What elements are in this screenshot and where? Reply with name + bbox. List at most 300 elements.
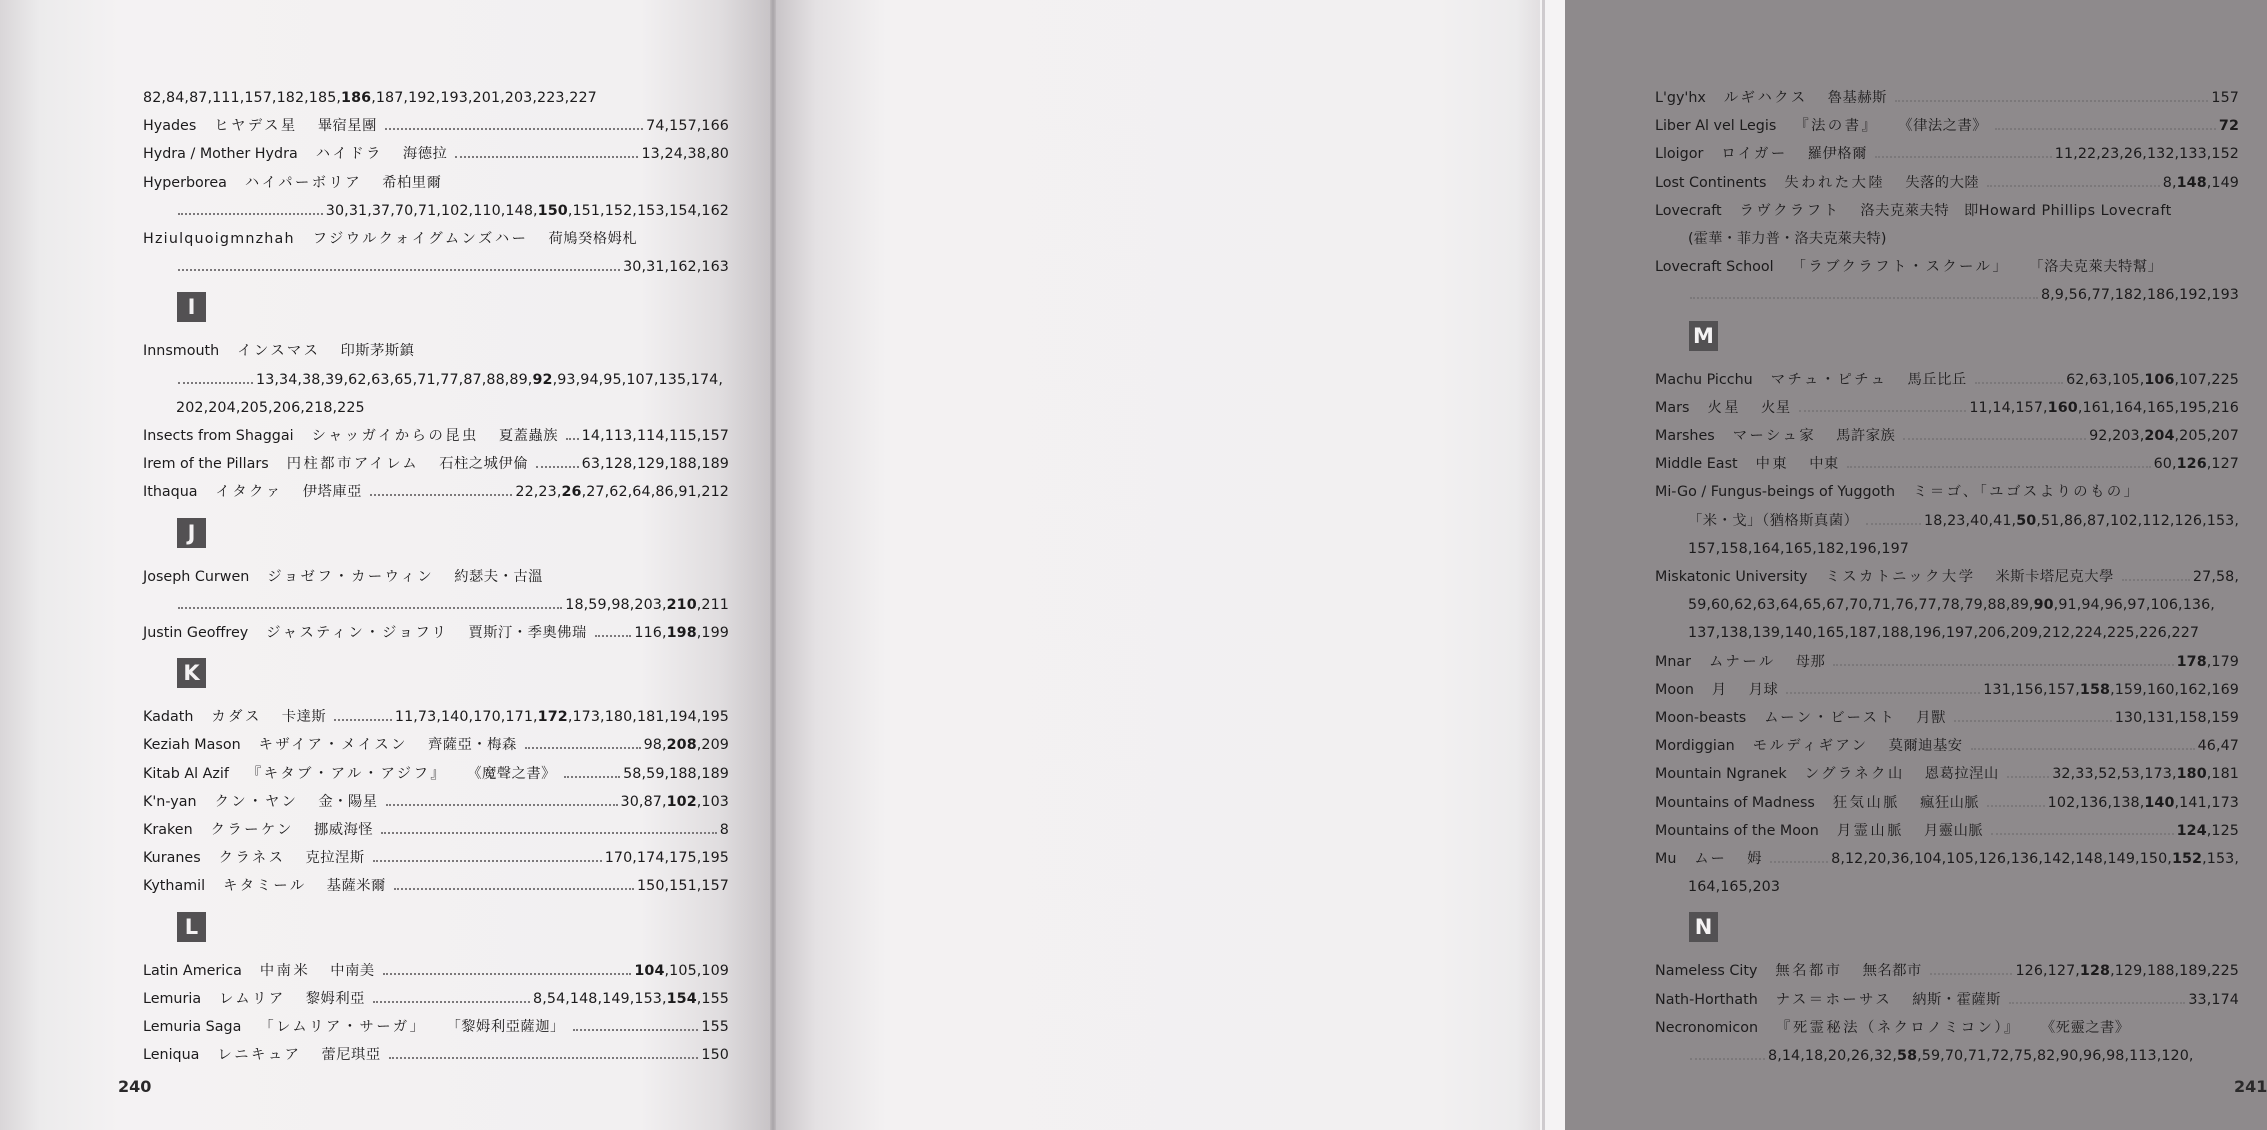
page-number-bold: 208 — [666, 737, 697, 754]
page-number-bold: 198 — [666, 625, 697, 642]
page-number-run: ,179 — [2206, 653, 2239, 670]
entry-page-numbers — [1831, 845, 2239, 873]
entry-japanese: 『死霊秘法（ネクロノミコン）』 — [1776, 1019, 2021, 1036]
entry-chinese: 齊薩亞・梅森 — [427, 737, 517, 754]
entry-page-numbers — [2177, 817, 2239, 845]
page-number-bold: 172 — [537, 709, 568, 726]
dot-leader — [178, 268, 620, 271]
page-number-bold: 150 — [537, 202, 568, 219]
entry-chinese: 恩葛拉涅山 — [1924, 766, 1999, 783]
entry-japanese: クラーケン — [210, 822, 294, 839]
entry-page-numbers — [2198, 732, 2239, 760]
page-number-run: 92,203, — [2089, 428, 2145, 445]
entry-japanese: ハイパーボリア — [244, 174, 363, 191]
entry-page-numbers — [582, 422, 729, 450]
page-number-bold: 178 — [2176, 653, 2207, 670]
entry-term: Kuranes — [143, 850, 201, 867]
page-number-run: ,107,225 — [2174, 371, 2239, 388]
entry-term: Insects from Shaggai — [143, 428, 294, 445]
index-entry — [1655, 845, 2239, 873]
entry-page-numbers — [2066, 366, 2239, 394]
index-entry-continuation — [1655, 1042, 2239, 1070]
page-number-run: 30,87, — [620, 793, 667, 810]
entry-term: Kitab Al Azif — [143, 765, 229, 782]
entry-japanese: キザイア・メイスン — [258, 737, 408, 754]
dot-leader — [178, 212, 323, 215]
page-number-run: 18,59,98,203, — [565, 596, 667, 613]
entry-term: Nath-Horthath — [1655, 991, 1758, 1008]
entry-term: Moon-beasts — [1655, 710, 1747, 727]
index-entry — [1655, 1014, 2239, 1042]
entry-page-numbers — [2177, 648, 2239, 676]
index-entry — [1655, 169, 2239, 197]
page-number-run: 126,127, — [2015, 963, 2080, 980]
page-number-bold: 50 — [2016, 512, 2037, 529]
index-entry — [1655, 986, 2239, 1014]
dot-leader — [1987, 184, 2160, 187]
dot-leader — [595, 634, 632, 637]
page-number-run: ,153, — [2202, 851, 2239, 868]
entry-chinese: 月球 — [1748, 681, 1779, 698]
entry-term: Justin Geoffrey — [143, 625, 249, 642]
entry-page-numbers — [2048, 789, 2239, 817]
entry-term: Mars — [1655, 399, 1690, 416]
section-letter: L — [177, 912, 206, 942]
dot-leader — [1971, 747, 2195, 750]
dot-leader — [383, 972, 632, 975]
index-entry — [1655, 478, 2239, 506]
entry-term: Mountains of Madness — [1655, 794, 1815, 811]
dot-leader — [2009, 1001, 2185, 1004]
section-letter: K — [177, 658, 206, 688]
entry-japanese: 月 — [1711, 681, 1729, 698]
index-entry — [143, 619, 729, 647]
dot-leader — [178, 381, 253, 384]
dot-leader — [389, 1056, 699, 1059]
dot-leader — [1690, 296, 2038, 299]
index-entry — [1655, 957, 2239, 985]
dot-leader — [373, 1000, 530, 1003]
entry-term: Ithaqua — [143, 484, 198, 501]
page-number-run: ,127 — [2206, 456, 2239, 473]
entry-term: Lemuria Saga — [143, 1019, 242, 1036]
section-header — [143, 903, 729, 951]
page-number-run: 62,63,105, — [2066, 371, 2145, 388]
index-entry — [1655, 704, 2239, 732]
index-entry — [143, 985, 729, 1013]
page-number-run: 98, — [643, 737, 667, 754]
page-number-run: 102,136,138, — [2047, 794, 2145, 811]
entry-term: Lovecraft School — [1655, 259, 1774, 276]
entry-page-numbers — [623, 760, 729, 788]
entry-term: Miskatonic University — [1655, 569, 1808, 586]
entry-page-numbers — [1688, 591, 2215, 619]
page-number-bold: 128 — [2079, 963, 2111, 980]
entry-term: Lloigor — [1655, 146, 1704, 163]
page-number-run: ,151,152,153,154,162 — [567, 202, 729, 219]
page-number-left: 240 — [118, 1077, 152, 1096]
page-number-run: ,125 — [2206, 822, 2239, 839]
page-number-run: 63,128,129,188,189 — [581, 456, 729, 473]
page-number-bold: 180 — [2176, 766, 2207, 783]
entry-term: K'n-yan — [143, 793, 197, 810]
page-number-run: 8,9,56,77,182,186,192,193 — [2040, 287, 2239, 304]
page-number-run: 33,174 — [2188, 991, 2239, 1008]
entry-page-numbers — [326, 197, 729, 225]
page-number-bold: 124 — [2176, 822, 2207, 839]
page-number-run: 18,23,40,41, — [1924, 512, 2017, 529]
index-entry — [143, 957, 729, 985]
entry-term: Leniqua — [143, 1047, 200, 1064]
index-entry — [143, 703, 729, 731]
page-number-bold: 140 — [2144, 794, 2175, 811]
entry-chinese: 印斯茅斯鎮 — [340, 343, 415, 360]
page-number-run: 11,14,157, — [1969, 399, 2048, 416]
index-entry — [1655, 676, 2239, 704]
entry-page-numbers — [621, 788, 729, 816]
index-entry — [143, 816, 729, 844]
entry-term: Irem of the Pillars — [143, 456, 269, 473]
index-entry — [143, 788, 729, 816]
entry-japanese: モルディギアン — [1752, 738, 1869, 755]
page-number-run: ,91,94,96,97,106,136, — [2053, 597, 2215, 614]
page-number-bold: 92 — [532, 371, 553, 388]
page-number-run: 130,131,158,159 — [2114, 710, 2239, 727]
entry-page-numbers — [533, 985, 729, 1013]
index-column-right — [1655, 84, 2239, 1070]
index-entry-continuation — [143, 197, 729, 225]
entry-chinese: 納斯・霍薩斯 — [1912, 991, 2001, 1008]
index-entry — [143, 478, 729, 506]
entry-chinese: 失落的大陸 — [1905, 174, 1980, 191]
dot-leader — [536, 465, 579, 468]
page-number-run: (霍華・菲力普・洛夫克萊夫特) — [1688, 231, 1887, 248]
entry-japanese: ムナール — [1709, 653, 1776, 670]
page-number-bold: 106 — [2144, 371, 2175, 388]
index-entry — [143, 169, 729, 197]
entry-term: Joseph Curwen — [143, 568, 250, 585]
index-entry — [1655, 817, 2239, 845]
entry-chinese: 挪威海怪 — [313, 822, 374, 839]
entry-page-numbers — [634, 957, 729, 985]
entry-term: Machu Picchu — [1655, 371, 1753, 388]
index-entry — [1655, 366, 2239, 394]
index-entry — [143, 844, 729, 872]
entry-chinese: 「米・戈」（猶格斯真菌） — [1688, 512, 1859, 529]
page-number-run: ,161,164,165,195,216 — [2077, 399, 2239, 416]
dot-leader — [1991, 832, 2173, 835]
entry-japanese: フジウルクォイグムンズハー — [312, 231, 529, 248]
entry-term: Hziulquoigmnzhah — [143, 231, 295, 248]
entry-term: Hyperborea — [143, 174, 227, 191]
entry-page-numbers — [515, 478, 729, 506]
entry-japanese: 失われた大陸 — [1784, 174, 1886, 191]
dot-leader — [1875, 155, 2052, 158]
entry-japanese: ミスカトニック大学 — [1825, 569, 1976, 586]
section-header — [143, 283, 729, 331]
entry-japanese: レムリア — [219, 990, 286, 1007]
dot-leader — [394, 887, 634, 890]
entry-japanese: 無名都市 — [1775, 963, 1843, 980]
page-number-run: ,149 — [2206, 174, 2239, 191]
section-letter: N — [1689, 912, 1718, 942]
page-number-run: ,209 — [696, 737, 729, 754]
page-number-run: 157,158,164,165,182,196,197 — [1688, 540, 1909, 557]
entry-chinese: 黎姆利亞 — [305, 990, 365, 1007]
entry-chinese: 《死靈之書》 — [2040, 1019, 2130, 1036]
entry-chinese: 希柏里爾 — [382, 174, 442, 191]
page-number-right: 241 — [2234, 1077, 2267, 1096]
dot-leader — [1975, 381, 2063, 384]
page-number-run: 8,54,148,149,153, — [533, 990, 667, 1007]
entry-page-numbers — [2163, 169, 2239, 197]
entry-page-numbers — [1688, 535, 1909, 563]
page-number-bold: 126 — [2176, 456, 2207, 473]
page-number-run: ,159,160,162,169 — [2110, 681, 2239, 698]
entry-term: Necronomicon — [1655, 1019, 1759, 1036]
page-number-run: 14,113,114,115,157 — [581, 428, 729, 445]
index-entry — [143, 1041, 729, 1069]
entry-japanese: レニキュア — [217, 1047, 302, 1064]
page-number-run: 8 — [719, 822, 729, 839]
entry-chinese: 海德拉 — [402, 146, 448, 163]
dot-leader — [1995, 127, 2216, 130]
index-entry — [1655, 789, 2239, 817]
entry-term: Mi-Go / Fungus-beings of Yuggoth — [1655, 484, 1896, 501]
index-entry — [1655, 760, 2239, 788]
entry-japanese: 中南米 — [259, 962, 311, 979]
index-column-left — [143, 84, 729, 1069]
entry-japanese: イタクァ — [215, 484, 283, 501]
entry-page-numbers — [646, 112, 729, 140]
index-entry-continuation — [143, 394, 729, 422]
index-entry-continuation — [1655, 535, 2239, 563]
page-number-run: 32,33,52,53,173, — [2052, 766, 2177, 783]
entry-term: Lovecraft — [1655, 202, 1722, 219]
index-entry — [143, 422, 729, 450]
entry-japanese: 「ラブクラフト・スクール」 — [1791, 259, 2010, 276]
entry-chinese: 約瑟夫・古溫 — [454, 568, 543, 585]
page-number-run: 30,31,162,163 — [623, 259, 729, 276]
page-number-run: ,93,94,95,107,135,174, — [552, 371, 724, 388]
entry-chinese: 卡達斯 — [281, 709, 327, 726]
index-entry — [143, 872, 729, 900]
index-entry-continuation — [143, 253, 729, 281]
dot-leader — [1690, 1057, 1765, 1060]
entry-japanese: 「レムリア・サーガ」 — [259, 1019, 427, 1036]
index-entry — [1655, 732, 2239, 760]
index-entry-continuation — [1655, 281, 2239, 309]
entry-page-numbers — [2154, 450, 2239, 478]
entry-chinese: 母那 — [1795, 653, 1826, 670]
entry-japanese: マーシュ家 — [1732, 428, 1817, 445]
section-header — [143, 509, 729, 557]
entry-japanese: ラヴクラフト — [1739, 202, 1841, 219]
entry-japanese: ナス＝ホーサス — [1775, 991, 1893, 1008]
section-header — [1655, 903, 2239, 951]
entry-page-numbers — [2219, 112, 2239, 140]
entry-term: Mordiggian — [1655, 738, 1735, 755]
entry-term: Keziah Mason — [143, 737, 241, 754]
entry-japanese: 『法の書』 — [1794, 118, 1879, 135]
index-entry-continuation — [1655, 591, 2239, 619]
page-number-run: ,155 — [696, 990, 729, 1007]
index-entry — [1655, 197, 2239, 225]
page-number-run: 157 — [2211, 90, 2239, 106]
dot-leader — [1903, 437, 2086, 440]
dot-leader — [2122, 578, 2190, 581]
index-entry — [1655, 140, 2239, 168]
entry-chinese: 羅伊格爾 — [1807, 146, 1867, 163]
entry-page-numbers — [143, 84, 597, 112]
entry-japanese: 狂気山脈 — [1832, 794, 1901, 811]
section-letter: M — [1689, 321, 1718, 351]
page-number-run: ,205,207 — [2174, 428, 2239, 445]
entry-japanese: ハイドラ — [315, 146, 383, 163]
entry-japanese: インスマス — [237, 343, 321, 360]
entry-japanese: 火星 — [1707, 399, 1742, 416]
page-number-run: 11,22,23,26,132,133,152 — [2054, 146, 2239, 163]
entry-chinese: 「洛夫克萊夫特幫」 — [2029, 259, 2163, 276]
index-entry — [1655, 112, 2239, 140]
entry-term: Mnar — [1655, 653, 1692, 670]
entry-page-numbers — [1924, 507, 2239, 535]
index-entry-continuation — [143, 366, 729, 394]
page-number-run: ,59,70,71,72,75,82,90,96,98,113,120, — [1917, 1048, 2194, 1065]
index-entry-continuation — [1655, 507, 2239, 535]
entry-page-numbers — [395, 703, 729, 731]
entry-japanese: クラネス — [218, 850, 286, 867]
index-entry — [1655, 422, 2239, 450]
page-number-run: ,187,192,193,201,203,223,227 — [371, 90, 597, 106]
entry-japanese: ムーン・ビースト — [1764, 710, 1897, 727]
index-entry — [1655, 450, 2239, 478]
entry-japanese: キタミール — [223, 878, 307, 895]
index-entry-continuation — [1655, 873, 2239, 901]
entry-page-numbers — [176, 394, 365, 422]
entry-chinese: 火星 — [1761, 399, 1791, 416]
entry-page-numbers — [634, 619, 729, 647]
page-number-run: 8,12,20,36,104,105,126,136,142,148,149,150, — [1831, 851, 2172, 868]
entry-chinese: 中東 — [1809, 456, 1839, 473]
entry-page-numbers — [2052, 760, 2239, 788]
entry-term: Mountains of the Moon — [1655, 822, 1819, 839]
entry-japanese: 月霊山脈 — [1836, 822, 1905, 839]
page-number-run: 74,157,166 — [646, 118, 729, 135]
page-number-run: 13,24,38,80 — [641, 146, 729, 163]
entry-term: Moon — [1655, 681, 1694, 698]
entry-page-numbers — [2188, 986, 2239, 1014]
page-number-bold: 102 — [666, 793, 697, 810]
entry-chinese: 克拉涅斯 — [305, 850, 365, 867]
page-number-run: ,141,173 — [2174, 794, 2239, 811]
section-letter: J — [177, 518, 206, 548]
page-number-run: ,51,86,87,102,112,126,153, — [2036, 512, 2239, 529]
page-number-run: 58,59,188,189 — [623, 765, 729, 782]
entry-term: Mu — [1655, 851, 1677, 868]
entry-japanese: ジョゼフ・カーウィン — [267, 568, 435, 585]
section-letter: I — [177, 292, 206, 322]
page-number-run: ,181 — [2206, 766, 2239, 783]
index-entry — [143, 112, 729, 140]
entry-page-numbers — [720, 816, 729, 844]
page-number-bold: 204 — [2144, 428, 2175, 445]
entry-term: Middle East — [1655, 456, 1738, 473]
entry-term: Kythamil — [143, 878, 206, 895]
entry-page-numbers — [1983, 676, 2239, 704]
page-number-bold: 72 — [2218, 118, 2239, 135]
page-number-run: 22,23, — [515, 484, 562, 501]
entry-page-numbers — [605, 844, 729, 872]
entry-page-numbers — [2055, 140, 2239, 168]
dot-leader — [566, 437, 579, 440]
page-number-run: ,173,180,181,194,195 — [567, 709, 729, 726]
index-entry — [143, 450, 729, 478]
page-number-bold: 154 — [666, 990, 697, 1007]
entry-japanese: ジャスティン・ジョフリ — [266, 625, 449, 642]
page-number-run: ,199 — [696, 625, 729, 642]
entry-japanese: クン・ヤン — [214, 793, 299, 810]
page-number-bold: 160 — [2047, 399, 2078, 416]
entry-chinese: 「黎姆利亞薩迦」 — [446, 1019, 565, 1036]
entry-term: Liber Al vel Legis — [1655, 118, 1777, 135]
entry-chinese: 伊塔庫亞 — [302, 484, 362, 501]
dot-leader — [1786, 691, 1980, 694]
entry-chinese: 馬許家族 — [1836, 428, 1896, 445]
dot-leader — [334, 718, 392, 721]
entry-term: Kadath — [143, 709, 194, 726]
entry-page-numbers — [637, 872, 729, 900]
page-number-run: 155 — [701, 1019, 729, 1036]
entry-japanese: ムー — [1694, 851, 1728, 868]
entry-term: Hydra / Mother Hydra — [143, 146, 298, 163]
entry-term: Latin America — [143, 962, 242, 979]
page-number-run: 116, — [634, 625, 667, 642]
entry-term: Nameless City — [1655, 963, 1758, 980]
index-entry — [1655, 648, 2239, 676]
index-entry — [143, 140, 729, 168]
entry-page-numbers — [2041, 281, 2239, 309]
page-number-run: 131,156,157, — [1983, 681, 2080, 698]
entry-japanese: ングラネク山 — [1804, 766, 1905, 783]
page-number-run: 137,138,139,140,165,187,188,196,197,206,209,212,224,225,226,227 — [1688, 625, 2200, 642]
dot-leader — [385, 127, 643, 130]
page-number-run: ,27,62,64,86,91,212 — [581, 484, 729, 501]
dot-leader — [573, 1028, 699, 1031]
entry-chinese: 洛夫克萊夫特 即Howard Phillips Lovecraft — [1860, 202, 2172, 219]
dot-leader — [1799, 409, 1967, 412]
entry-chinese: 馬丘比丘 — [1907, 371, 1967, 388]
entry-term: Hyades — [143, 118, 197, 135]
entry-chinese: 月靈山脈 — [1924, 822, 1984, 839]
dot-leader — [1770, 860, 1828, 863]
entry-chinese: 夏蓋蟲族 — [498, 428, 559, 445]
entry-japanese: マチュ・ピチュ — [1770, 371, 1888, 388]
page-number-bold: 186 — [341, 90, 372, 106]
entry-japanese: ロイガー — [1721, 146, 1788, 163]
page-number-run: 202,204,205,206,218,225 — [176, 399, 365, 416]
entry-japanese: カダス — [211, 709, 262, 726]
section-header — [143, 649, 729, 697]
entry-chinese: 畢宿星團 — [317, 118, 377, 135]
entry-japanese: ミ＝ゴ、「ユゴスよりのもの」 — [1913, 484, 2141, 501]
index-entry-continuation — [143, 84, 729, 112]
page-number-run: 60, — [2153, 456, 2177, 473]
entry-japanese: シャッガイからの昆虫 — [311, 428, 479, 445]
entry-term: L'gy'hx — [1655, 90, 1706, 106]
entry-japanese: 中東 — [1755, 456, 1790, 473]
entry-chinese: 基薩米爾 — [326, 878, 386, 895]
